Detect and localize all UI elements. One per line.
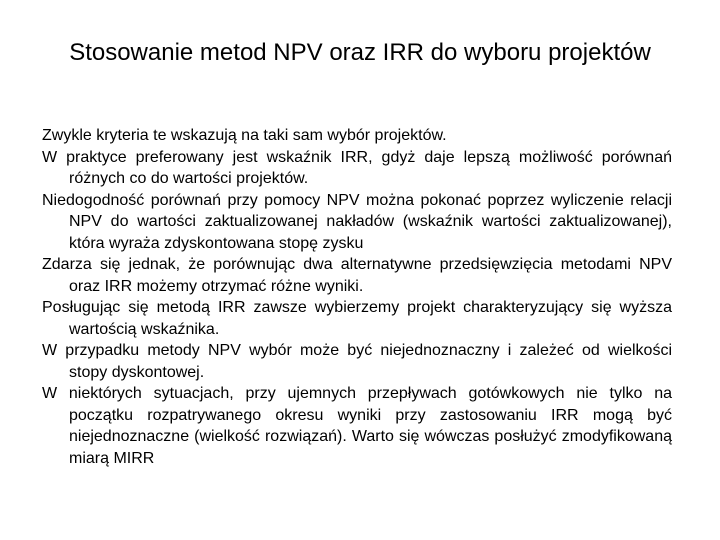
slide-title: Stosowanie metod NPV oraz IRR do wyboru projektów	[69, 39, 651, 66]
body-paragraph: W niektórych sytuacjach, przy ujemnych przepływach gotówkowych nie tylko na początku rozpatrywanego okresu wyniki przy zastosowaniu IRR mogą być niejednoznaczne (wielkość rozwiązań). Warto się wówczas posłużyć zmodyfikowaną miarą MIRR	[42, 385, 672, 467]
body-paragraph: W praktyce preferowany jest wskaźnik IRR, gdyż daje lepszą możliwość porównań różnych co do wartości projektów.	[42, 148, 672, 187]
body-paragraph: W przypadku metody NPV wybór może być niejednoznaczny i zależeć od wielkości stopy dyskontowej.	[42, 342, 672, 381]
slide-body	[42, 125, 672, 469]
body-paragraph: Zdarza się jednak, że porównując dwa alternatywne przedsięwzięcia metodami NPV oraz IRR możemy otrzymać różne wyniki.	[42, 256, 672, 295]
body-paragraph: Niedogodność porównań przy pomocy NPV można pokonać poprzez wyliczenie relacji NPV do wartości zaktualizowanej nakładów (wskaźnik wartości zaktualizowanej), która wyraża zdyskontowana stopę zysku	[42, 191, 672, 252]
body-paragraph: Posługując się metodą IRR zawsze wybierzemy projekt charakteryzujący się wyższa wartością wskaźnika.	[42, 299, 672, 338]
body-paragraph: Zwykle kryteria te wskazują na taki sam wybór projektów.	[42, 127, 447, 144]
